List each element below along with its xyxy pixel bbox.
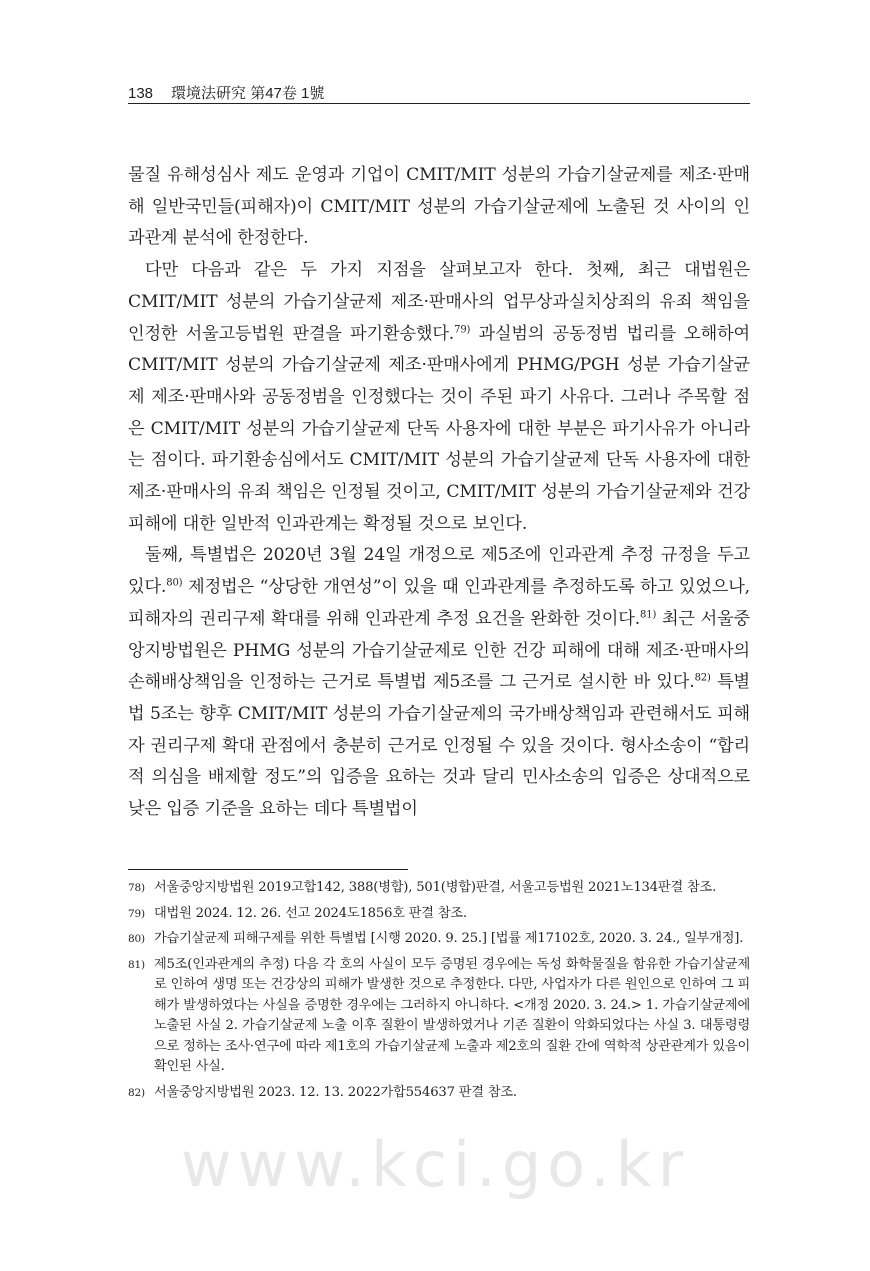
footnote-text: 대법원 2024. 12. 26. 선고 2024도1856호 판결 참조. xyxy=(154,905,467,921)
page-number: 138 xyxy=(128,85,154,102)
footnote-number: 78) xyxy=(128,882,145,894)
footnote-text: 서울중앙지방법원 2023. 12. 13. 2022가합554637 판결 참조. xyxy=(154,1084,517,1100)
paragraph-2: 다만 다음과 같은 두 가지 지점을 살펴보고자 한다. 첫째, 최근 대법원은 CMIT/MIT 성분의 가습기살균제 제조·판매사의 업무상과실치상죄의 유죄 책임을 인정한 서울고등법원 판결을 파기환송했다.$^{79)}$ 과실범의 공동정범 법리를 오해하여 CMIT/MIT 성분의 가습기살균제 제조·판매사에게 PHMG/PGH 성분 가습기살균제 제조·판매사와 공동정범을 인정했다는 것이 주된 파기 사유다. 그러나 주목할 점은 CMIT/MIT 성분의 가습기살균제 단독 사용자에 대한 부분은 파기사유가 아니라는 점이다. 파기환송심에서도 CMIT/MIT 성분의 가습기살균제 단독 사용자에 대한 제조·판매사의 유죄 책임은 인정될 것이고, CMIT/MIT 성분의 가습기살균제와 건강 피해에 대한 일반적 인과관계는 확정될 것으로 보인다. xyxy=(128,260,750,534)
footnote-ref-80[interactable]: 80) xyxy=(166,577,183,589)
footnote-rule xyxy=(128,869,408,870)
paragraph-3: 둘째, 특별법은 2020년 3월 24일 개정으로 제5조에 인과관계 추정 규정을 두고 있다.$^{80)}$ 제정법은 “상당한 개연성”이 있을 때 인과관계를 추정하도록 하고 있었으나, 피해자의 권리구제 확대를 위해 인과관계 추정 요건을 완화한 것이다.$^{81)}$ 최근 서울중앙지방법원은 PHMG 성분의 가습기살균제로 인한 건강 피해에 대해 제조·판매사의 손해배상책임을 인정하는 근거로 특별법 제5조를 그 근거로 설시한 바 있다.$^{82)}$ 특별법 5조는 향후 CMIT/MIT 성분의 가습기살균제의 국가배상책임과 관련해서도 피해자 권리구제 확대 관점에서 충분히 근거로 인정될 수 있을 것이다. 형사소송이 “합리적 의심을 배제할 정도”의 입증을 요하는 것과 달리 민사소송의 입증은 상대적으로 낮은 입증 기준을 요하는 데다 특별법이 xyxy=(128,545,750,820)
footnote-number: 80) xyxy=(128,933,145,945)
footnote-ref-79[interactable]: 79) xyxy=(454,323,471,335)
footnote-number: 81) xyxy=(128,958,145,971)
footnote-79 xyxy=(128,904,750,925)
footnote-text: 서울중앙지방법원 2019고합142, 388(병합), 501(병합)판결, 서울고등법원 2021노134판결 참조. xyxy=(154,880,717,895)
body-text xyxy=(128,160,750,826)
footnote-81 xyxy=(128,955,750,1078)
footnote-text: 가습기살균제 피해구제를 위한 특별법 [시행 2020. 9. 25.] [법률 제17102호, 2020. 3. 24., 일부개정]. xyxy=(154,931,744,946)
footnote-78 xyxy=(128,878,750,899)
footnotes xyxy=(128,878,750,1108)
journal-title: 環境法硏究 第47卷 1號 xyxy=(171,85,325,102)
paragraph-1: 물질 유해성심사 제도 운영과 기업이 CMIT/MIT 성분의 가습기살균제를 제조·판매해 일반국민들(피해자)이 CMIT/MIT 성분의 가습기살균제에 노출된 것 사이의 인과관계 분석에 한정한다. xyxy=(128,165,750,249)
footnote-82 xyxy=(128,1083,750,1104)
header-rule xyxy=(128,103,750,104)
footnote-ref-81[interactable]: 81) xyxy=(640,609,657,621)
running-header xyxy=(128,82,750,103)
footnote-number: 79) xyxy=(128,907,145,920)
footnote-text: 제5조(인과관계의 추정) 다음 각 호의 사실이 모두 증명된 경우에는 독성 화학물질을 함유한 가습기살균제로 인하여 생명 또는 건강상의 피해가 발생한 것으로 추정한다. 다만, 사업자가 다른 원인으로 인하여 그 피해가 발생하였다는 사실을 증명한 경우에는 그러하지 아니하다. <개정 2020. 3. 24.> 1. 가습기살균제에 노출된 사실 2. 가습기살균제 노출 이후 질환이 발생하였거나 기존 질환이 악화되었다는 사실 3. 대통령령으로 정하는 조사·연구에 따라 제1호의 가습기살균제 노출과 제2호의 질환 간에 역학적 상관관계가 있음이 확인된 사실. xyxy=(154,956,750,1074)
footnote-number: 82) xyxy=(128,1086,145,1099)
footnote-80 xyxy=(128,929,750,950)
footnote-ref-82[interactable]: 82) xyxy=(694,672,711,684)
watermark: www.kci.go.kr xyxy=(180,1128,690,1201)
